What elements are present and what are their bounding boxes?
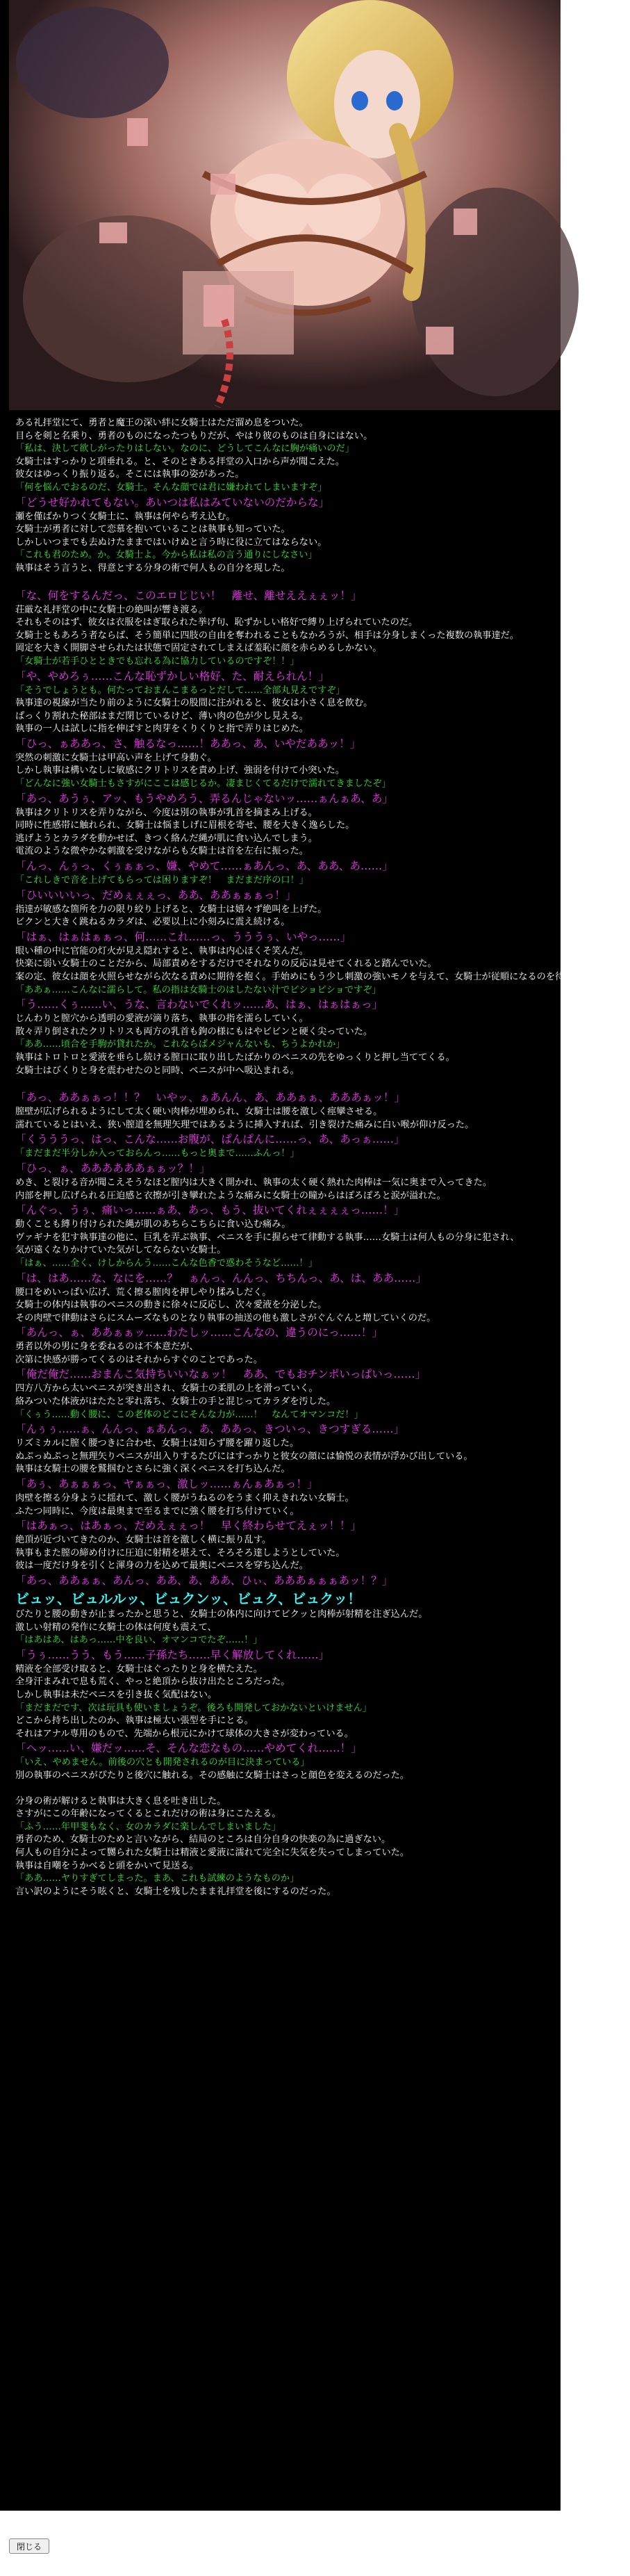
narration-line: 何人もの自分によって嬲られた女騎士は精液と愛液に濡れて完全に失気を失ってしまっていた。 bbox=[15, 1847, 410, 1858]
dialogue-line: 「私は、決して欲しがったりはしない。なのに、どうしてこんなに胸が痛いのだ」 bbox=[15, 443, 354, 455]
narration-line: 眼い種の中に官能の灯火が見え隠れすると、執事は内心ほくそ笑んだ。 bbox=[15, 945, 308, 956]
narration-line: その肉壁で律動はさらにスムーズなものとなり執事の抽送の他も激しさがぐんぐんと増していくのだ。 bbox=[15, 1312, 436, 1323]
illustration-image bbox=[9, 0, 561, 410]
narration-line: 逃げようとカラダを動かせば、きつく絡んだ縄が肌に食い込んでしまう。 bbox=[15, 833, 318, 844]
narration-line: 突然の刺激に女騎士は甲高い声を上げて身動ぐ。 bbox=[15, 752, 217, 763]
dialogue-line: 「くぅう……動く腰に、この老体のどこにそんな力が……！ なんてオマンコだ！」 bbox=[15, 1409, 363, 1420]
dialogue-line: 「んっ、んぅっ、くぅぁぁっ、嫌、やめて……ぁあんっ、あ、ああ、あ……」 bbox=[15, 860, 393, 873]
dialogue-line: 「あっ、ああぁぁっ！！？ いやッ、ぁあんん、あ、ああぁぁ、あああぁッ！」 bbox=[15, 1091, 406, 1104]
narration-line: 彼女はゆっくり振り返る。そこには執事の姿があった。 bbox=[15, 469, 244, 480]
dialogue-line: 「ああ……頃合を手駒が貸れたか。これならばメジャんないも、ちうよかれか」 bbox=[15, 1039, 345, 1050]
dialogue-line: 「ヘッ……い、嫌だッ……そ、そんな恋なもの……やめてくれ……！」 bbox=[15, 1742, 362, 1755]
dialogue-line: 「ああ……ヤりすぎてしまった。まあ、これも試練のようなものか」 bbox=[15, 1873, 299, 1884]
dialogue-line: 「ひいいいいっ、だめぇぇぇっ、ああ、ああぁぁぁっ！」 bbox=[15, 888, 297, 902]
narration-line: ぬぷっぬぷっと無理矢りペニスが出入りするたびにはすっかりと彼女の顔には愉悦の表情が浮かび出している。 bbox=[15, 1451, 473, 1462]
narration-line: しかし執事は未だペニスを引き抜く気配はない。 bbox=[15, 1689, 217, 1700]
dialogue-line: 「はあはあ、はあっ……中を良い、オマンコでたぞ……！」 bbox=[15, 1635, 263, 1646]
narration-line: しかし執事は構いなしに敏感にクリトリスを責め上げ、強弱を付けて小突いた。 bbox=[15, 765, 345, 776]
narration-line: 絡みついた体液がはたたと零れ落ち、女騎士の手と混じってカラダを汚した。 bbox=[15, 1396, 336, 1408]
narration-line: それもそのはず、彼女は衣服をはぎ取られた挙げ句、恥ずかしい格好で縛り上げられていたのだ。 bbox=[15, 617, 418, 628]
dialogue-line: 「そうでしょうとも。何たっておまんこまるっとだして……全部丸見えですぞ」 bbox=[15, 685, 345, 696]
dialogue-line: 「ふう……年甲斐もなく、女のカラダに楽しんでしまいました」 bbox=[15, 1821, 281, 1832]
narration-line: 目らを剣と名乗り、勇者のものになったつもりだが、やはり彼のものは自身にはない。 bbox=[15, 430, 373, 441]
dialogue-line: 「あんっ、ぁ、ああぁぁッ……わたしッ……こんなの、違うのにっ……！」 bbox=[15, 1326, 383, 1339]
narration-line: 激しい射精の発作に女騎士の体は何度も震えて、 bbox=[15, 1622, 217, 1633]
narration-line: ビクンと大きく跳ねるカラダは、必要以上に小刻みに震え続ける。 bbox=[15, 917, 290, 928]
dialogue-line: 「ひっ、ぁ、ああああああぁぁッ？！」 bbox=[15, 1161, 210, 1175]
narration-line: 精液を全部受け取ると、女騎士はぐったりと身を横たえた。 bbox=[15, 1663, 263, 1674]
dialogue-line: 「んぐっ、うぅ、痛いっ……ぁあ、あっ、もう、抜いてくれぇぇぇぇっ……！」 bbox=[15, 1204, 405, 1217]
dialogue-line: 「はぁ、……全く、けしからんう……こんな色香で惑わそうなど……！」 bbox=[15, 1257, 317, 1269]
dialogue-line: 「どんなに強い女騎士もさすがにここは感じるか。凄まじくてるだけで濡れてきましたぞ」 bbox=[15, 778, 391, 790]
dialogue-line: 「あっ、あうぅ、アッ、もうやめろう、弄るんじゃないッ……ぁんぁあ、あ」 bbox=[15, 792, 393, 805]
dialogue-line: 「ひっ、ぁああっ、さ、触るなっ……！ああっ、あ、いやだああッ！」 bbox=[15, 737, 361, 750]
dialogue-line: 「んぅぅ……ぁ、んんっ、ぁあんっ、あ、ああっ、きついっ、きつすぎる……」 bbox=[15, 1423, 405, 1436]
narration-line: ヴァギナを犯す執事達の他に、巨乳を弄ぶ執事、ペニスを手に握らせて律動する執事……女騎士は何人もの分身に犯され、 bbox=[15, 1232, 520, 1243]
narration-line: 言い訳のようにそう呟くと、女騎士を残したまま礼拝堂を後にするのだった。 bbox=[15, 1886, 336, 1897]
narration-line: さすがにこの年齢になってくるとこれだけの術は身にこたえる。 bbox=[15, 1809, 281, 1820]
narration-line: ある礼拝堂にて、勇者と魔王の深い絆に女騎士はただ溜め息をついた。 bbox=[15, 418, 308, 428]
narration-line: 案の定、彼女は顔を火照らせながら次なる責めに期待を抱く。手始めにもう少し刺激の強いモノを与えて、女騎士が従順になるのを待つとしよう。 bbox=[15, 972, 620, 982]
narration-line: 絶頂が近づいてきたのか、女騎士は首を激しく横に振り乱す。 bbox=[15, 1535, 272, 1546]
paragraph-spacer bbox=[15, 1783, 554, 1795]
narration-line: 指達が敏感な箇所を力の限り絞り上げると、女騎士は嬉々ず絶叫を上げた。 bbox=[15, 904, 327, 915]
narration-line: 執事もまた膣の締め付けに圧迫に射精を堪えて、そろそろ達しようとしていた。 bbox=[15, 1547, 345, 1558]
narration-line: 執事はクリトリスを弄りながら、今度は別の執事が乳首を摘まみ上げる。 bbox=[15, 807, 317, 818]
narration-line: 腰口をめいっぱい広げ、荒く擦る膣肉を押しやり揉みしだく。 bbox=[15, 1287, 272, 1298]
dialogue-line: ビュッ、ビュルルッ、ビュクンッ、ビュク、ビュクッ！ bbox=[15, 1590, 362, 1607]
narration-line: 動くことも縛り付けられた縄が肌のあちらこちらに食い込む痛み。 bbox=[15, 1219, 291, 1230]
narration-line: しかしいつまでも去ぬけたままではいけぬと言う時に役に立てはならない。 bbox=[15, 537, 327, 548]
dialogue-line: 「うぅ……うう、もう……子孫たち……早く解放してくれ……」 bbox=[15, 1648, 330, 1661]
narration-line: 執事はトロトロと愛液を垂らし続ける膣口に取り出したばかりのペニスの先をゆっくりと押し当ててくる。 bbox=[15, 1052, 455, 1063]
narration-line: 内部を押し広げられる圧迫感と衣擦が引き攣れたような痛みに女騎士の瞳からはぽろぽろと涙が溢れた。 bbox=[15, 1190, 446, 1201]
paragraph-spacer bbox=[15, 1077, 554, 1090]
dialogue-line: 「な、何をするんだっ、このエロじじい！ 離せ、離せええぇぇッ！」 bbox=[15, 589, 362, 602]
close-button[interactable]: 閉じる bbox=[9, 2538, 49, 2554]
narration-line: 女騎士はすっかりと項垂れる。と、そのときある拝堂の入口から声が聞こえた。 bbox=[15, 456, 345, 467]
dialogue-line: 「これしきで音を上げてもらっては困りますぞ！ まだまだ序の口！」 bbox=[15, 875, 308, 886]
dialogue-line: 「あぅ、あぁぁぁっ、ヤぁぁっ、激しッ……ぁんぁあぁっ！」 bbox=[15, 1478, 318, 1491]
narration-line: 四方八方から太いペニスが突き出され、女騎士の柔肌の上を滑っていく。 bbox=[15, 1383, 318, 1394]
dialogue-line: 「くうううっ、はっ、こんな……お腹が、ぱんぱんに……っ、あ、あっぁ……」 bbox=[15, 1133, 405, 1146]
dialogue-line: 「あっ、ああぁぁ、あんっ、ああ、あ、ああ、ひぃ、あああぁぁぁあッ！？」 bbox=[15, 1574, 393, 1587]
narration-line: 女騎士ともあろう者ならば、そう簡単に四肢の自由を奪われることもなかろうが、相手は分身しまくった複数の執事達だ。 bbox=[15, 630, 520, 641]
dialogue-line: 「これも君のため。か。女騎士よ。今から私は私の言う通りにしなさい」 bbox=[15, 550, 317, 561]
dialogue-line: 「何を悩んでおるのだ、女騎士。そんな顔では君に嫌われてしまいますぞ」 bbox=[15, 482, 327, 493]
paragraph-spacer bbox=[15, 576, 554, 588]
narration-line: 執事は女騎士の腰を鷲掴むとさらに強く深くペニスを打ち込んだ。 bbox=[15, 1464, 290, 1475]
narration-line: 分身の術が解けると執事は大きく息を吐き出した。 bbox=[15, 1795, 226, 1807]
dialogue-line: 「女騎士が若手ひとときでも忘れる為に協力しているのですぞ！！」 bbox=[15, 655, 299, 667]
narration-line: 女騎士の体内は執事のペニスの動きに徐々に反応し、次々愛液を分泌した。 bbox=[15, 1300, 327, 1311]
narration-line: 執事はそう言うと、得意とする分身の術で何人もの自分を現した。 bbox=[15, 562, 290, 573]
narration-line: 膣壁が広げられるようにして太く硬い肉棒が埋められ、女騎士は腰を激しく痙攣させる。 bbox=[15, 1107, 383, 1118]
narration-line: 次第に快感が勝ってくるのはそれからすぐのことであった。 bbox=[15, 1354, 263, 1365]
narration-line: 電流のような微やかな刺激を受けながらも女騎士は首を左右に振った。 bbox=[15, 846, 308, 857]
narration-line: 執事の一人は試しに指を伸ばすと肉芽をくりくりと指で弄りはじめた。 bbox=[15, 724, 308, 735]
narration-line: びたりと腰の動きが止まったかと思うと、女騎士の体内に向けてビクッと肉棒が射精を注ぎ込んだ。 bbox=[15, 1609, 428, 1620]
narration-line: 別の執事のペニスがぴたりと後穴に触れる。その感触に女騎士はさっと顔色を変えるのだった。 bbox=[15, 1770, 410, 1781]
narration-line: 同時に性感帯に触れられ、女騎士は悩ましげに眉根を寄せ、腰を大きく逸らした。 bbox=[15, 820, 355, 831]
narration-line: 女騎士が勇者に対して恋慕を抱いていることは執事も知っていた。 bbox=[15, 524, 290, 535]
narration-line: どこから持ち出したのか、執事は極太い張型を手にとる。 bbox=[15, 1715, 254, 1727]
narration-line: 勇者以外の男に身を委ねるのは不本意だが、 bbox=[15, 1342, 199, 1353]
dialogue-line: 「ああぁ……こんなに濡らして。私の指は女騎士のはしたない汁でビショビショですぞ」 bbox=[15, 984, 381, 995]
dialogue-line: 「まだまだです、次は玩具も使いましょうぞ。後ろも開発しておかないといけません」 bbox=[15, 1702, 372, 1713]
narration-line: 肉壁を擦る分身ように揺れて、激しく腰がうねるのをうまく抑えきれない女騎士。 bbox=[15, 1493, 354, 1504]
dialogue-line: 「俺だ俺だ……おまんこ気持ちいいなぁッ！ ああ、でもおチンポいっぱいっ……」 bbox=[15, 1368, 426, 1381]
story-illustration bbox=[9, 0, 561, 410]
dialogue-line: 「う……くぅ……い、うな、言わないでくれッ……あ、はぁ、はぁはぁっ」 bbox=[15, 998, 383, 1011]
dialogue-line: 「いえ、やめません。前後の穴とも開発されるのが目に決まっている」 bbox=[15, 1757, 310, 1768]
narration-line: 女騎士はびくりと身を震わせたのと同時、ペニスが中へ吸込まれる。 bbox=[15, 1065, 299, 1076]
narration-line: 快楽に弱い女騎士のことだから、局部責めをするだけでそれなりの反応は見せてくれると踏んでいた。 bbox=[15, 959, 437, 970]
narration-line: 執事達の視線が当たり前のように女騎士の股間に注がれると、彼女は小さく息を飲む。 bbox=[15, 698, 373, 709]
dialogue-line: 「や、やめろぅ……こんな恥ずかしい格好、た、耐えられん！」 bbox=[15, 669, 329, 683]
narration-line: めき、と裂ける音が聞こえそうなほど膣内は大きく開かれ、執事の太く硬く熱れた肉棒は一気に奥まで入ってきた。 bbox=[15, 1177, 492, 1188]
narration-line: リズミカルに膣く腰つきに合わせ、女騎士は知らず腰を躍り返した。 bbox=[15, 1438, 299, 1449]
narration-line: 岡定を大きく開脚させられたは状態で固定されてしまえば羞恥に顔を赤らめるしかない。 bbox=[15, 643, 382, 654]
dialogue-line: 「は、はあ……な、なにを……？ ぁんっ、んんっ、ちちんっ、あ、は、ああ……」 bbox=[15, 1271, 426, 1285]
narration-line: 濡れているとはいえ、狭い膣道を無理矢理ではあるように挿入すれば、引き裂けた痛みに白い喉が仰け反った。 bbox=[15, 1119, 474, 1130]
narration-line: ぱっくり割れた秘部はまだ閉じているけど、薄い肉の色が少し見える。 bbox=[15, 710, 308, 722]
narration-line: じんわりと膣穴から透明の愛液が滴り落ち、執事の指を濡らしていく。 bbox=[15, 1013, 308, 1025]
dialogue-line: 「はぁ、はぁはぁぁっ、何……これ……っ、うううぅ、いやっ……」 bbox=[15, 930, 351, 943]
dialogue-line: 「はあぁっ、はあぁっ、だめえぇぇっ！ 早く終わらせてえぇッ！！」 bbox=[15, 1519, 362, 1533]
narration-line: 彼は一度だけ身を引くと渾身の力を込めて最奥にペニスを穿ち込んだ。 bbox=[15, 1560, 308, 1572]
narration-line: 散々弄り倒されたクリトリスも両方の乳首も鉤の様にもはやビビンと硬く尖っていた。 bbox=[15, 1026, 373, 1037]
narration-line: 執事は自嘲をうかべると頭をかいて見送る。 bbox=[15, 1860, 199, 1871]
narration-line: ふたつ同時に、今度は最奥まで至るまでに強く腰を打ち付けていく。 bbox=[15, 1506, 299, 1517]
narration-line: 瀬を僅ばかりつく女騎士に、執事は何やら考え込む。 bbox=[15, 511, 235, 522]
narration-line: それはアナル専用のもので、先端から根元にかけて球体の大きさが変わっている。 bbox=[15, 1728, 354, 1739]
narration-line: 荘厳な礼拝堂の中に女騎士の絶叫が響き渡る。 bbox=[15, 604, 208, 615]
dialogue-line: 「まだまだ半分しか入っておらんっ……もっと奥まで……ふんっ！」 bbox=[15, 1148, 299, 1159]
narration-line: 勇者のため、女騎士のためと言いながら、結局のところは自分自身の快楽の為に過ぎない。 bbox=[15, 1834, 391, 1845]
narration-line: 気が遠くなりかけていた気がしてならない女騎士。 bbox=[15, 1245, 226, 1256]
narration-line: 全身汗まみれで息も荒く、やっと絶頂から抜け出たところだった。 bbox=[15, 1677, 290, 1688]
dialogue-line: 「どうせ好かれてもない。あいつは私はみていないのだからな」 bbox=[15, 496, 330, 509]
story-text bbox=[15, 417, 620, 1898]
